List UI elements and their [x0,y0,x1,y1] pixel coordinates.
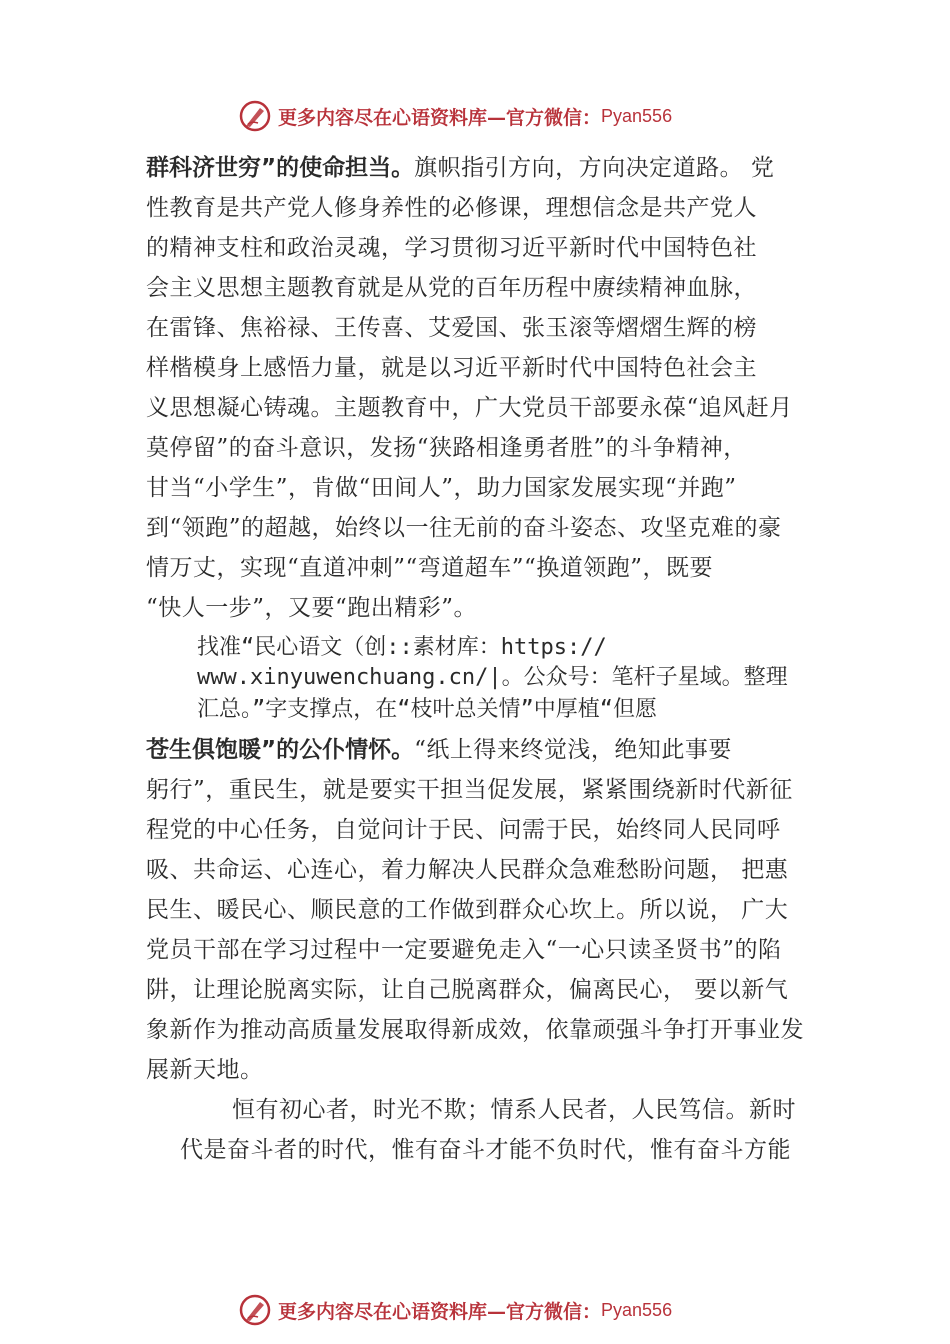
text-line: www.xinyuwenchuang.cn/|。公众号：笔杆子星域。整理 [197,665,788,690]
text-line: 象新作为推动高质量发展取得新成效，依靠顽强斗争打开事业发 [146,1017,804,1043]
text-line: 躬行”，重民生，就是要实干担当促发展，紧紧围绕新时代新征 [146,777,793,803]
text-line: 会主义思想主题教育就是从党的百年历程中赓续精神血脉， [146,275,757,301]
text-line: 汇总。”字支撑点，在“枝叶总关情”中厚植“但愿 [197,697,657,722]
banner-title: 更多内容尽在心语资料库—官方微信： [278,1300,602,1323]
text-line: 党员干部在学习过程中一定要避免走入“一心只读圣贤书”的陷 [146,937,782,963]
text-line: 代是奋斗者的时代，惟有奋斗才能不负时代，惟有奋斗方能 [180,1137,791,1163]
text-line: 情万丈，实现“直道冲刺”“弯道超车”“换道领跑”，既要 [146,555,714,581]
text-line: 阱，让理论脱离实际，让自己脱离群众，偏离民心， 要以新气 [146,977,789,1003]
text-line: 展新天地。 [146,1057,264,1083]
quill-pen-icon [238,1293,272,1327]
text-line: “快人一步”，又要“跑出精彩”。 [146,595,478,621]
paragraph-lead: 群科济世穷”的使命担当。 [146,155,415,181]
text-line: 在雷锋、焦裕禄、王传喜、艾爱国、张玉滚等熠熠生辉的榜 [146,315,757,341]
text-line: 义思想凝心铸魂。主题教育中，广大党员干部要永葆“追风赶月 [146,395,793,421]
paragraph-lead: 苍生俱饱暖”的公仆情怀。 [146,737,415,763]
text-line: 恒有初心者，时光不欺；情系人民者，人民笃信。新时 [232,1097,796,1123]
text-line: 样楷模身上感悟力量，就是以习近平新时代中国特色社会主 [146,355,757,381]
text-line: 甘当“小学生”，肯做“田间人”，助力国家发展实现“并跑” [146,475,737,501]
text-line: 莫停留”的奋斗意识，发扬“狭路相逢勇者胜”的斗争精神， [146,435,747,461]
header-banner [238,96,758,136]
text-line: 群科济世穷”的使命担当。旗帜指引方向，方向决定道路。 党 [146,155,775,181]
text-line: 的精神支柱和政治灵魂，学习贯彻习近平新时代中国特色社 [146,235,757,261]
banner-contact: Pyan556 [601,1299,673,1320]
text-line: 到“领跑”的超越，始终以一往无前的奋斗姿态、攻坚克难的豪 [146,515,782,541]
text-line: 苍生俱饱暖”的公仆情怀。“纸上得来终觉浅，绝知此事要 [146,737,732,763]
text-line: 性教育是共产党人修身养性的必修课，理想信念是共产党人 [146,195,757,221]
text-line: 民生、暖民心、顺民意的工作做到群众心坎上。所以说， 广大 [146,897,789,923]
quill-pen-icon [238,99,272,133]
text-line: 找准“民心语文（创::素材库：https:// [197,635,607,660]
text-line: 程党的中心任务，自觉问计于民、问需于民，始终同人民同呼 [146,817,781,843]
banner-title: 更多内容尽在心语资料库—官方微信： [278,106,602,129]
text-line: 吸、共命运、心连心，着力解决人民群众急难愁盼问题， 把惠 [146,857,789,883]
footer-banner [238,1290,758,1330]
banner-contact: Pyan556 [601,105,673,126]
